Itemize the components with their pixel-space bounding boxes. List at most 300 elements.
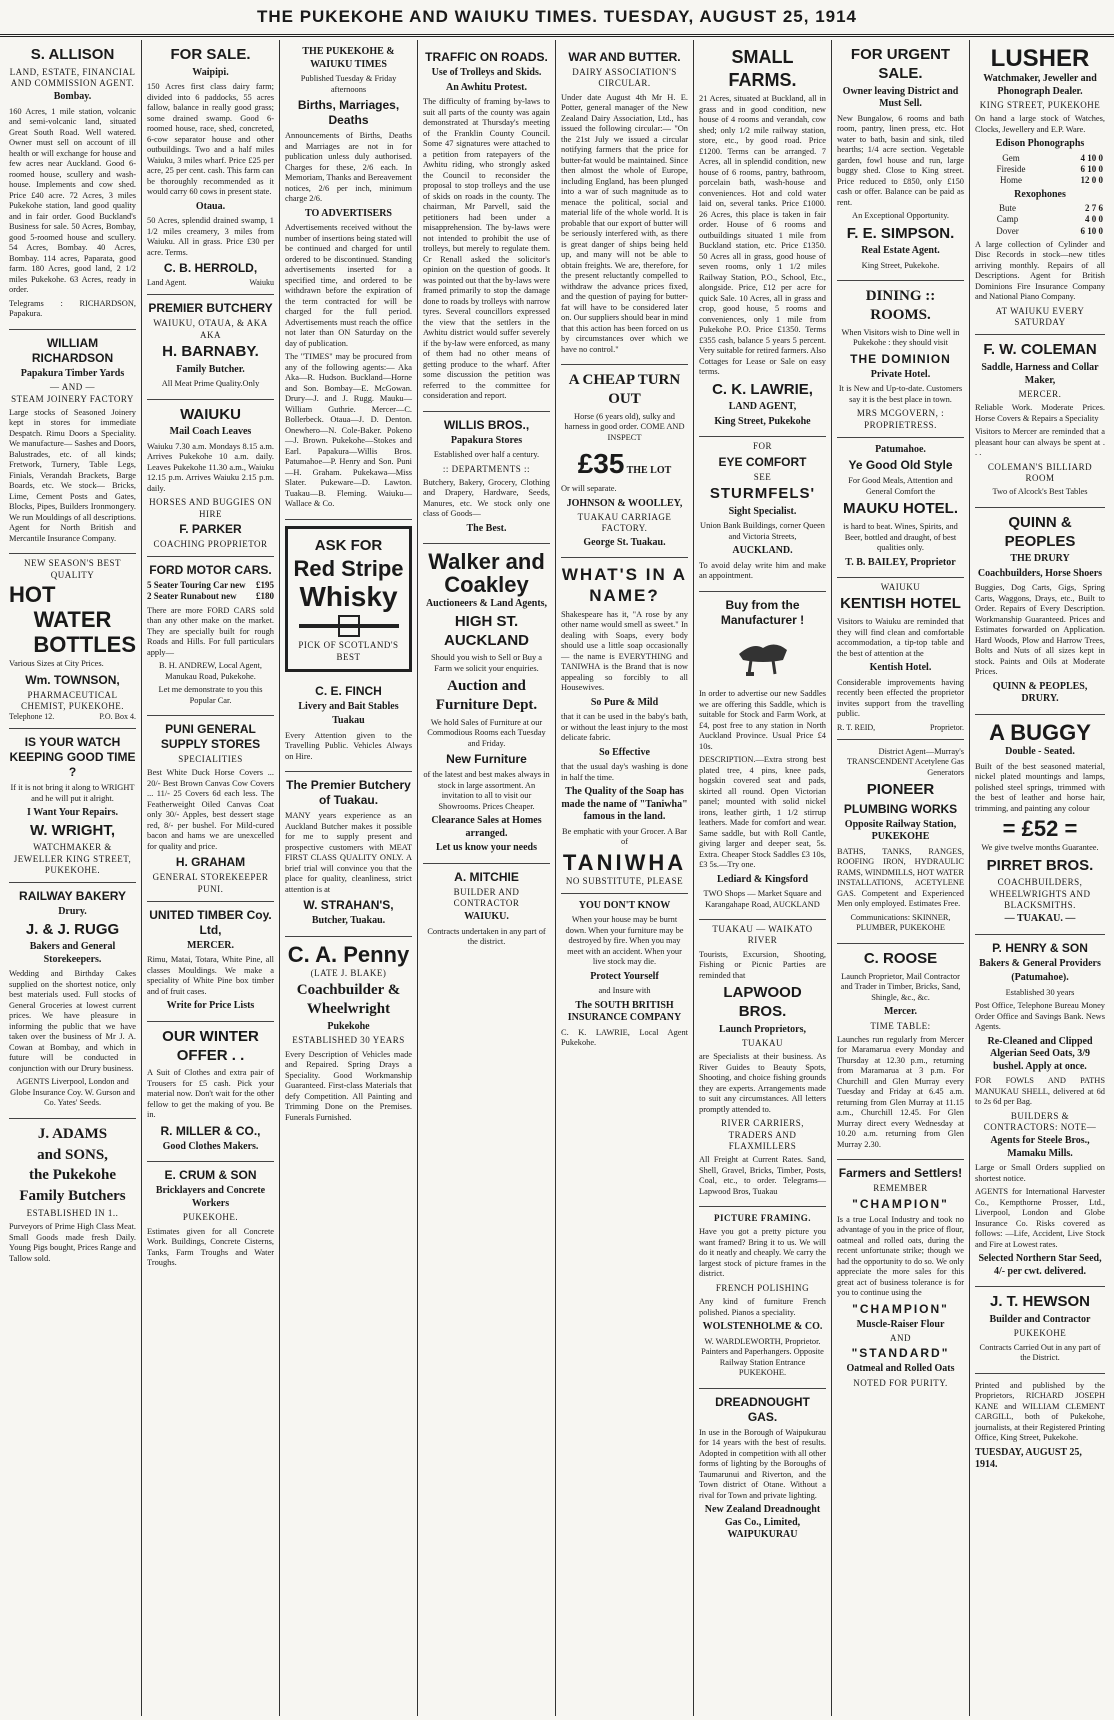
- sturmfels-body: To avoid delay write him and make an appointment.: [699, 560, 826, 580]
- hewson-ad: [975, 1287, 1105, 1374]
- simpson-location: King Street, Pukekohe.: [861, 260, 940, 270]
- insurance-ad: [561, 894, 688, 1058]
- stripe-sub: PICK OF SCOTLAND'S BEST: [298, 640, 399, 662]
- purity-label: NOTED FOR PURITY.: [853, 1377, 948, 1388]
- sale-location: Waipipi.: [192, 66, 229, 78]
- buy-heading: Buy from the Manufacturer !: [720, 597, 805, 627]
- buggy-heading: A BUGGY: [989, 719, 1091, 745]
- kentish-body-2: Considerable improvements having recently been effected the proprietor invites support from the travelling public.: [837, 677, 964, 718]
- dreadnought-body: In use in the Borough of Waipukurau for 14 years with the best of results. Adopted in competition with all other forms of lighting by the Boroughs of Taumarunui and Riverton, and the Town district of Otane. Without a rival for Town and private lighting.: [699, 1427, 826, 1500]
- pub-heading: THE PUKEKOHE & WAIUKU TIMES: [302, 46, 395, 70]
- dining-body: When Visitors wish to Dine well in Pukekohe : they should visit: [841, 327, 960, 348]
- traffic-article: [423, 40, 550, 412]
- herrold-sub: Land Agent.: [147, 278, 187, 288]
- allison-body: 160 Acres, 1 mile station, volcanic and semi-volcanic land, situated Great South Road. Well watered. Owner must sell on account of ill health or will exchange for house and few acres near Auckland. Good 6-roomed house, scullery and wash-house. Implements and cow shed. Price £40 acre. 72 Acres, 3 miles Pukekohe station, land good quality and in fair order. Good Buckland's Business for sale. 50 Acres, Bombay, good 5-roomed house and scullery. 54 Acres, Bombay. 40 Acres, Bombay. 114 acres, Paparata, good farm. 180 Acres, good land, 2 1/2 miles Pukekohe. 63 Acres, ready in order.: [9, 106, 136, 295]
- ford-body: There are more FORD CARS sold than any other make on the market. They are specially built for rough Roads and Hills. For full particulars apply—: [147, 605, 274, 657]
- pioneer-heading: PIONEER: [866, 781, 935, 798]
- model-name: Fireside: [996, 164, 1026, 175]
- urgent-sale-ad: [837, 40, 964, 281]
- crum-body: Estimates given for all Concrete Work. Buildings, Concrete Cisterns, Tanks, Farm Troughs and Water Troughs.: [147, 1226, 274, 1267]
- pub-sub: Published Tuesday & Friday afternoons: [300, 74, 397, 94]
- steele-body: Large or Small Orders supplied on shortest notice.: [975, 1163, 1105, 1183]
- walker-heading: Walker and Coakley: [428, 549, 545, 598]
- river-body: All Freight at Current Rates. Sand, Shell, Gravel, Bricks, Timber, Posts, Coal, etc., to order. Telegrams—Lapwood Bros, Tuakau: [699, 1155, 826, 1196]
- column-8: [970, 40, 1110, 1716]
- imprint: [975, 1374, 1105, 1472]
- tuakau-heading: TUAKAU — WAIKATO RIVER: [712, 924, 813, 946]
- eye-heading: EYE COMFORT: [718, 454, 807, 469]
- kentish-body: Visitors to Waiuku are reminded that they will find clean and comfortable accommodation, a tip-top table and the best of attention at the: [837, 617, 964, 658]
- clearance-sub: Let us know your needs: [436, 842, 537, 854]
- water-word: WATER: [33, 606, 112, 632]
- simpson-heading: F. E. SIMPSON.: [846, 224, 955, 242]
- billiard-sub: Two of Alcock's Best Tables: [992, 487, 1088, 497]
- lapwood-heading: LAPWOOD BROS.: [723, 984, 802, 1020]
- dominion-heading: THE DOMINION: [850, 351, 951, 366]
- small-farms-body: 21 Acres, situated at Buckland, all in grass and in good condition, new house of 4 rooms and verandah, cow shed; only 1/2 mile railway station, store, etc., by good road. Price £1200. Terms can be arranged. 7 Acres, all in splendid condition, new house of 6 rooms, pantry, bathroom, porcelain bath, wash-house and conveniences. Hot and cold water laid on, several tanks. Price £1000. 26 Acres, this place is taken in fair order. House of 6 rooms and outbuildings situated 1 mile from Buckland station, etc. Price £1350. 50 Acres all in grass, good house of seven rooms, only 1 1/2 miles Railway Station, P.O., School, Etc., alongside. Price, £12 per acre for quick Sale. 10 Acres, all in grass and crop, good house, 5 rooms and conveniences, only 1 mile from Pukekohe P.O. Price £1350. Terms £355 cash, balance 5 years 5 percent. Very suitable for retired farmers. Also Cottages for Lease or Sale on easy terms.: [699, 94, 826, 376]
- coleman-sub: Saddle, Harness and Collar Maker,: [981, 362, 1099, 386]
- standard-heading: "STANDARD": [851, 1346, 950, 1361]
- waiuku-heading: WAIUKU: [180, 405, 241, 423]
- quinn-heading: QUINN & PEOPLES: [1004, 513, 1076, 550]
- price-row: [975, 164, 1105, 175]
- henry-sub: Bakers & General Providers: [979, 957, 1101, 969]
- wright-ad: [9, 729, 136, 883]
- roose-ad: [837, 944, 964, 1161]
- lusher-location: KING STREET, PUKEKOHE: [979, 100, 1101, 111]
- masthead: [0, 0, 1114, 37]
- roose-body: Launches run regularly from Mercer for Maramarua every Monday and Thursday at 12.30 p.m., returning from Maramarua at 3 p.m. For Churchill and Glen Murray every Tuesday and Friday at 6.45 a.m. returning from Glen Murray at 11.15 a.m., Churchill 12.45. For Glen Murray direct every Wednesday at 10.20 a.m. returning from Glen Murray 2.30.: [837, 1034, 964, 1149]
- adams-and: and SONS,: [37, 1146, 108, 1163]
- lusher-saturday: AT WAIUKU EVERY SATURDAY: [995, 305, 1085, 328]
- know-body: When your house may be burnt down. When your furniture may be destroyed by fire. When you may meet with an accident. When your live stock may die.: [565, 915, 684, 967]
- sturmfels-location: AUCKLAND.: [732, 545, 793, 556]
- cheap-turnout-ad: [561, 365, 688, 558]
- adams-body: Purveyors of Prime High Class Meat. Small Goods made fresh Daily. Young Pigs bought, Prices Range and Tallow sold.: [9, 1222, 136, 1263]
- puni-ad: [147, 716, 274, 902]
- ford-agent: B. H. ANDREW, Local Agent, Manukau Road, Pukekohe.: [159, 661, 262, 681]
- plumbing-communications: Communications: SKINNER, PLUMBER, PUKEKOHE: [850, 912, 951, 933]
- mauku-ad: [837, 438, 964, 578]
- wolstenholme-heading: WOLSTENHOLME & CO.: [702, 1321, 823, 1333]
- saddle-ad: [699, 592, 826, 921]
- imprint-text: Printed and published by the Proprietors, RICHARD JOSEPH KANE and WILLIAM CLEMENT CARGILL, both of Pukekohe, journalists, at their Registered Printing Office, King Street, Pukekohe.: [975, 1380, 1105, 1443]
- auction-body: We hold Sales of Furniture at our Commodious Rooms each Tuesday and Friday.: [427, 717, 546, 748]
- mitchie-body: Contracts undertaken in any part of the district.: [427, 926, 546, 947]
- penny-late: (LATE J. BLAKE): [310, 968, 387, 979]
- hewson-sub: Builder and Contractor: [989, 1313, 1091, 1325]
- name-effective-body: that the usual day's washing is done in half the time.: [561, 762, 688, 782]
- willis-sub: Papakura Stores: [450, 434, 523, 446]
- plumbing-heading: PLUMBING WORKS: [843, 801, 958, 816]
- willis-established: Established over half a century.: [433, 450, 540, 459]
- premier-butchery-ad: [147, 295, 274, 399]
- protect-sub: and Insure with: [598, 986, 651, 996]
- watch-heading: IS YOUR WATCH KEEPING GOOD TIME ?: [9, 735, 136, 780]
- plumbing-ad: [837, 740, 964, 944]
- lusher-heading: LUSHER: [990, 45, 1090, 72]
- lawrie-sub: LAND AGENT,: [728, 401, 797, 413]
- champion-ad: [837, 1160, 964, 1395]
- column-4: [418, 40, 556, 1716]
- phono-table: [975, 153, 1105, 187]
- sale-heading: FOR SALE.: [170, 46, 251, 63]
- lusher-body-2: A large collection of Cylinder and Disc Records in stock—new titles arriving monthly. Repairs of all Descriptions. Agent for British Dominions Fire Insurance Company and National Piano Company.: [975, 239, 1105, 302]
- taniwha-heading: TANIWHA: [562, 849, 687, 875]
- bakery-heading: RAILWAY BAKERY: [19, 889, 126, 904]
- premier-tuakau-heading: The Premier Butchery of Tuakau.: [286, 778, 411, 808]
- patu-heading: Ye Good Old Style: [848, 458, 953, 473]
- rugg-ad: [9, 883, 136, 1119]
- traffic-heading: TRAFFIC ON ROADS.: [425, 50, 548, 64]
- rugg-heading: J. & J. RUGG: [25, 920, 120, 938]
- finch-heading: C. E. FINCH: [315, 683, 382, 698]
- roose-location: Mercer.: [883, 1006, 918, 1017]
- champion-body: Is a true Local Industry and took no advantage of you in the price of flour, oatmeal and rolled oats, during the recent unfortunate strike; though we had the opportunity to do so. We only appreciate the more sales for this great act of business tolerance is for you to continue using the: [837, 1214, 964, 1297]
- wolstenholme-sub: W. WARDLEWORTH, Proprietor. Painters and Paperhangers. Opposite Railway Station Entrance PUKEKOHE.: [701, 1336, 824, 1378]
- coach-body: Waiuku 7.30 a.m. Mondays 8.15 a.m. Arrives Pukekohe 10 a.m. daily. Leaves Pukekohe 11.30 a.m., Waiuku 12.15 p.m. Arrives Waiuku 2.15 p.m. daily.: [147, 441, 274, 493]
- puni-heading: PUNI GENERAL SUPPLY STORES: [160, 722, 261, 751]
- picture-heading: PICTURE FRAMING.: [714, 1213, 811, 1224]
- coleman-heading: F. W. COLEMAN: [983, 341, 1097, 359]
- billiard-heading: COLEMAN'S BILLIARD ROOM: [987, 461, 1093, 484]
- oatmeal-heading: Oatmeal and Rolled Oats: [846, 1363, 955, 1375]
- hewson-location: PUKEKOHE: [1013, 1328, 1067, 1339]
- farmers-remember: REMEMBER: [873, 1183, 928, 1194]
- column-6: [694, 40, 832, 1716]
- ford-5-price: £195: [256, 580, 274, 590]
- war-heading: WAR AND BUTTER.: [568, 50, 681, 64]
- willis-ad: [423, 412, 550, 545]
- townson-box: P.O. Box 4.: [99, 712, 136, 722]
- coleman-location: MERCER.: [1018, 389, 1062, 400]
- willis-best: The Best.: [466, 522, 507, 534]
- bmd-body: Announcements of Births, Deaths and Marriages are not in for publication unless duly authorised. Charges for these, 2/6 each. In Memoriam, Thanks and Bereavement notices, 2/6 per inch, minimum charge 2/6.: [285, 131, 412, 203]
- taniwha-sub: NO SUBSTITUTE, PLEASE: [565, 875, 684, 886]
- jw-sub: TUAKAU CARRIAGE FACTORY.: [577, 512, 672, 534]
- eye-for: FOR: [752, 441, 772, 452]
- dominion-body: It is New and Up-to-date. Customers say it is the best place in town.: [838, 384, 963, 404]
- willis-body: Butchery, Bakery, Grocery, Clothing and Drapery, Hardware, Seeds, Manures, etc. We stock only one class of Goods—: [423, 477, 550, 519]
- price-row: [975, 203, 1105, 214]
- miller-sub: Good Clothes Makers.: [162, 1140, 259, 1152]
- hewson-body: Contracts Carried Out in any part of the District.: [979, 1342, 1101, 1363]
- builders-note: BUILDERS & CONTRACTORS: NOTE—: [983, 1110, 1097, 1132]
- crum-sub: Bricklayers and Concrete Workers: [155, 1185, 266, 1209]
- allison-telegrams: Telegrams : RICHARDSON, Papakura.: [9, 298, 136, 319]
- premier-location: WAIUKU, OTAUA, & AKA AKA: [153, 318, 268, 340]
- strahan-ad: [285, 772, 412, 937]
- advertisers-heading: TO ADVERTISERS: [305, 207, 392, 219]
- sturmfels-heading: STURMFELS': [709, 484, 816, 502]
- buggy-ad: [975, 715, 1105, 935]
- crum-heading: E. CRUM & SON: [164, 1168, 257, 1183]
- richardson-ad: [9, 330, 136, 555]
- northern-star-seed: Selected Northern Star Seed, 4/- per cwt. delivered.: [978, 1253, 1102, 1277]
- finch-ad: [285, 678, 412, 773]
- lapwood-body: are Specialists at their business. As River Guides to Beauty Spots, Shooting, and choice fishing grounds they are experts. Arrangements made to suit any circumstances. All letters promptly attended to.: [699, 1052, 826, 1114]
- dreadnought-company: New Zealand Dreadnought Gas Co., Limited, WAIPUKURAU: [704, 1504, 821, 1541]
- war-body: Under date August 4th Mr H. E. Potter, general manager of the New Zealand Dairy Association, Ltd., has issued the following circular:— "On the 21st July we issued a circular notifying farmers that the price for butter-fat would be maintained. Since then almost the whole of Europe, including England, has been plunged into a war of such magnitude as to menace the political, social and material life of the whole world. It is probable that our export of butter will be seriously interfered with, as there is great danger of ships being held up, and many will not be able to obtain freights. We are, therefore, for the present reluctantly compelled to withdraw the advance prices fixed, and the question of paying for butter-fat will have to be considered later on. Our suppliers should bear in mind that this action has been forced on us by circumstances over which we have no control.": [561, 92, 688, 354]
- penny-established: ESTABLISHED 30 YEARS: [292, 1035, 405, 1046]
- buggy-body: Built of the best seasoned material, nickel plated mountings and lamps, polished steel springs, trimmed with the best of leather and horse hair, trimming, and painting any colour: [975, 761, 1105, 813]
- barnaby-meat: All Meat Prime Quality.Only: [161, 379, 260, 388]
- tuakau-body: Tourists, Excursion, Shooting, Fishing or Picnic Parties are reminded that: [699, 949, 826, 980]
- timber-heading: UNITED TIMBER Coy. Ltd,: [149, 907, 272, 937]
- algerian-oats: Re-Cleaned and Clipped Algerian Seed Oats, 3/9 bushel. Apply at once.: [987, 1035, 1093, 1072]
- saddle-icon: [733, 634, 793, 680]
- masthead-title: THE PUKEKOHE AND WAIUKU TIMES. TUESDAY, AUGUST 25, 1914: [256, 7, 858, 26]
- finch-body: Every Attention given to the Travelling Public. Vehicles Always on Hire.: [285, 730, 412, 761]
- jw-heading: JOHNSON & WOOLLEY,: [566, 497, 683, 509]
- barnaby-sub: Family Butcher.: [176, 363, 245, 375]
- walker-sub: Auctioneers & Land Agents,: [425, 598, 548, 610]
- kentish-heading: KENTISH HOTEL: [840, 595, 961, 613]
- parker-heading: F. PARKER: [179, 521, 242, 536]
- hot-water-ad: [9, 554, 136, 729]
- column-3: [280, 40, 418, 1716]
- henry-established: Established 30 years: [1005, 987, 1075, 997]
- river-heading: RIVER CARRIERS, TRADERS AND FLAXMILLERS: [720, 1118, 804, 1151]
- price-row: [975, 175, 1105, 186]
- dominion-proprietress: MRS MCGOVERN, : PROPRIETRESS.: [856, 408, 945, 430]
- quinn-ad: [975, 508, 1105, 715]
- bakery-location: Drury.: [58, 906, 87, 918]
- penny-body: Every Description of Vehicles made and Repaired. Spring Drays a Speciality. Good Workmanship Guaranteed. First-class Materials that defy Competition. All Painting and Trimming Done on the Premises. Funerals Furnished.: [285, 1049, 412, 1122]
- pirret-heading: PIRRET BROS.: [986, 856, 1094, 874]
- miller-heading: R. MILLER & CO.,: [160, 1123, 261, 1138]
- simpson-sub: Real Estate Agent.: [861, 245, 940, 257]
- parker-sub: COACHING PROPRIETOR: [153, 538, 268, 549]
- richardson-sub2: STEAM JOINERY FACTORY: [11, 393, 134, 404]
- henry-heading: P. HENRY & SON: [992, 940, 1088, 955]
- rugg-body: Wedding and Birthday Cakes supplied on the shortest notice, only best materials used. Full stocks of General Groceries at lowest current prices. We have pleasure in informing the public that we have taken over the business of Mr J. A. Cowan at Bombay, and which in future will be conducted in conjunction with our Drury business.: [9, 969, 136, 1073]
- model-name: Camp: [996, 214, 1019, 225]
- ford-ad: [147, 557, 274, 716]
- south-british-agent: C. K. LAWRIE, Local Agent Pukekohe.: [561, 1027, 688, 1048]
- graham-sub: GENERAL STOREKEEPER PUNI.: [152, 872, 269, 894]
- puni-body: Best White Duck Horse Covers ... 20/- Best Brown Canvas Cow Covers ... 11/- 25 Covers 6d each less. The Featherweight Oiled Canvas Coat only 30/- Apples, best dessert stage red, 8/- per bushel. For Mild-cured bacon and hams we are unexcelled for quality and price.: [147, 768, 274, 851]
- lapwood-location: TUAKAU: [742, 1038, 783, 1049]
- price-row: [975, 153, 1105, 164]
- model-price: 4 0 0: [1085, 214, 1103, 225]
- cheap-separate: Or will separate.: [561, 484, 617, 493]
- mauku-body: is hard to beat. Wines, Spirits, and Beer, bottled and draught, of best qualities only.: [843, 522, 958, 552]
- sizes-text: Various Sizes at City Prices.: [9, 659, 104, 669]
- jw-location: George St. Tuakau.: [583, 536, 666, 548]
- rugg-sub: Bakers and General Storekeepers.: [29, 941, 116, 965]
- plumbing-body: BATHS, TANKS, RANGES, ROOFING IRON, HYDRAULIC RAMS, WINDMILLS, HOT WATER INSTALLATIONS, ACETYLENE GAS. Competent and Experienced Men only employed. Estimates Free.: [837, 846, 964, 909]
- strahan-sub: Butcher, Tuakau.: [311, 915, 386, 927]
- columns: [4, 40, 1110, 1716]
- red-stripe-ad: [285, 526, 412, 672]
- willis-departments: :: DEPARTMENTS ::: [442, 463, 531, 474]
- premier-tuakau-body: MANY years experience as an Auckland Butcher makes it possible for me to supply present and prospective customers with MEAT FIRST CLASS QUALITY ONLY. A brief trial will convince you that the place for quality, cleanliness, strict attention is at: [285, 811, 412, 894]
- coleman-visitors: Visitors to Mercer are reminded that a pleasant hour can always be spent at . . .: [975, 427, 1105, 458]
- penny-sub: Coachbuilder & Wheelwright: [296, 982, 401, 1018]
- sturmfels-sub: Sight Specialist.: [728, 505, 797, 517]
- mitchie-heading: A. MITCHIE: [454, 869, 519, 884]
- townson-telephone: Telephone 12.: [9, 712, 55, 722]
- adams-sub2: Family Butchers: [19, 1188, 126, 1205]
- timber-body: Rimu, Matai, Totara, White Pine, all classes Mouldings. We make a speciality of White Pine box timber and of fruit cases.: [147, 955, 274, 996]
- urgent-sub: Owner leaving District and Must Sell.: [842, 85, 959, 109]
- dominion-sub: Private Hotel.: [870, 368, 931, 380]
- roose-heading: C. ROOSE: [863, 949, 938, 967]
- sale-body-2: 50 Acres, splendid drained swamp, 1 1/2 miles creamery, 3 miles from Waiuku. All in grass. Price £30 per acre. Terms.: [147, 216, 274, 257]
- model-price: 6 10 0: [1080, 164, 1103, 175]
- name-effective: So Effective: [599, 746, 650, 758]
- winter-heading: OUR WINTER OFFER . .: [162, 1027, 259, 1064]
- edison-heading: Edison Phonographs: [995, 138, 1085, 150]
- adams-established: ESTABLISHED IN 1..: [26, 1207, 119, 1218]
- richardson-and: — AND —: [49, 382, 95, 393]
- coleman-ad: [975, 335, 1105, 508]
- traffic-body: The difficulty of framing by-laws to suit all parts of the county was again demonstrated at Thursday's meeting of the Franklin County Council. Some 47 signatures were attached to a petition from ratepayers of the Awhitu riding, who strongly asked the Council to reconsider the proposal to stop trolleys and the use of skids on roads in the county. The chairman, Mr Parvell, said the petitioners had been under a misapprehension. The by-laws were not intended to prohibit the use of trolleys, but merely to regulate them. Cr Renall asked the solicitor's opinion on the question of goods. It was pointed out that the by-laws were framed primarily to stop the damage done to roads by trolleys with narrow tyres. Several councillors expressed the view that the settlers in the Awhitu district would suffer severely if the by-law were enforced, as many of them had no other means of getting produce to the wharf. After some discussion the petition was referred to the committee for consideration and report.: [423, 97, 550, 400]
- timber-prices: Write for Price Lists: [166, 1000, 255, 1012]
- patumahoe-label: Patumahoe.: [875, 443, 926, 455]
- dreadnought-ad: [699, 1389, 826, 1550]
- muscle-heading: Muscle-Raiser Flour: [856, 1318, 945, 1330]
- mitchie-location: WAIUKU.: [464, 911, 509, 923]
- walker-body: Should you wish to Sell or Buy a Farm we solicit your enquiries.: [431, 653, 542, 673]
- column-5: [556, 40, 694, 1716]
- pirret-sub: COACHBUILDERS, WHEELWRIGHTS AND BLACKSMITHS.: [989, 877, 1091, 910]
- richardson-sub: Papakura Timber Yards: [20, 367, 125, 379]
- lusher-sub: Watchmaker, Jeweller and Phonograph Dealer.: [983, 73, 1097, 97]
- model-price: 12 0 0: [1080, 175, 1103, 186]
- buy-body: In order to advertise our new Saddles we are offering this Saddle, which is suitable for Stock and Farm Work, at £4, post free to any station in North Auckland Province. Usual Price £4 10s.: [699, 689, 826, 751]
- reid-sub: Proprietor.: [930, 722, 964, 732]
- walker-location: HIGH ST. AUCKLAND: [444, 612, 529, 649]
- graham-heading: H. GRAHAM: [175, 855, 246, 870]
- bmd-heading: Births, Marriages, Deaths: [297, 98, 400, 127]
- timber-ad: [147, 902, 274, 1022]
- patu-body: For Good Meals, Attention and General Comfort the: [848, 476, 953, 496]
- henry-ad: [975, 935, 1105, 1288]
- model-name: Bute: [999, 203, 1016, 214]
- henry-agents: AGENTS for International Harvester Co., Kempthorne Prosser, Ltd., Liverpool, London and Globe Insurance Co. Risks covered as follows: —Life, Accident, Live Stock and Fire at Lowest rates.: [975, 1187, 1105, 1249]
- know-heading: YOU DON'T KNOW: [578, 899, 671, 911]
- richardson-body: Large stocks of Seasoned Joinery kept in stores for immediate Despatch. Rimu Doors a Speciality. We manufacture— Sashes and Doors, Balustrades, etc. of all kinds; Fretwork, Turnery, Table Legs, Finials, Verandah Brackets, Barge Boards, etc. We stock— Bricks, Lime, Cement Posts and Gates, Blocks, Pipes, Builders Ironmongery. We run Mouldings of all descriptions. Agent for North British and Mercantile Insurance Company.: [9, 407, 137, 543]
- willis-heading: WILLIS BROS.,: [443, 417, 530, 432]
- finch-location: Tuakau: [332, 715, 365, 727]
- buy-description: DESCRIPTION.—Extra strong best plated tree, 4 pins, knee pads, hogskin covered seat and pads, skirted all round. Open Victorian panel; mounted with solid nickel irons, leather girth, 1 1/2 stirrup leathers. Made for comfort and wear. Same saddle, but with Roll Cantle, giving larger and deeper seat, 5s. Extra. Cheaper Stock Saddles £3 10s, £3 5s.—Try one.: [699, 755, 826, 870]
- bailey-heading: T. B. BAILEY, Proprietor: [845, 556, 956, 568]
- stripe-heading: Red Stripe: [293, 556, 404, 582]
- war-butter-article: [561, 40, 688, 365]
- allison-heading: S. ALLISON: [30, 46, 115, 63]
- buggy-price: = £52 =: [1002, 816, 1078, 842]
- adams-sub: the Pukekohe: [28, 1167, 117, 1184]
- imprint-date: TUESDAY, AUGUST 25, 1914.: [975, 1446, 1082, 1471]
- richardson-heading: WILLIAM RICHARDSON: [31, 335, 114, 365]
- advertisers-body: Advertisements received without the number of insertions being stated will be continued and charged for until ordered to be discontinued. Standing advertisements inserted for a specified time, and ordered to be withdrawn before the expiration of the term contracted for will be charged for the full period. Advertisements must reach the office not later than ON Saturday on the day of publication.: [285, 223, 412, 348]
- column-2: [142, 40, 280, 1716]
- buggy-sub: Double - Seated.: [1005, 746, 1075, 758]
- french-heading: FRENCH POLISHING: [715, 1282, 810, 1293]
- model-price: 6 10 0: [1080, 225, 1103, 236]
- traffic-protest: An Awhitu Protest.: [445, 81, 528, 93]
- crest-icon: [294, 614, 404, 638]
- champion-heading-2: "CHAMPION": [852, 1301, 949, 1316]
- henry-body: Post Office, Telephone Bureau Money Order Office and Savings Bank. News Agents.: [975, 1001, 1105, 1032]
- reid-heading: R. T. REID,: [837, 722, 876, 732]
- cheap-price: £35: [577, 448, 625, 479]
- roose-timetable: TIME TABLE:: [870, 1020, 931, 1031]
- ford-heading: FORD MOTOR CARS.: [149, 563, 272, 577]
- watch-want: I Want Your Repairs.: [27, 807, 118, 819]
- model-name: Dover: [996, 225, 1019, 236]
- stripe-whisky: Whisky: [299, 581, 398, 613]
- timber-location: MERCER.: [187, 939, 234, 951]
- model-price: 2 7 6: [1085, 203, 1103, 214]
- allison-location: Bombay.: [53, 91, 92, 103]
- hewson-heading: J. T. HEWSON: [989, 1293, 1090, 1311]
- premier-heading: PREMIER BUTCHERY: [148, 301, 273, 316]
- name-body: Shakespeare has it, "A rose by any other name would smell as sweet." In dealing with Soaps, every body should use a little soap occasionally — the name is EVERYTHING and TANIWHA is the Brand that is now appealing so forcibly to all Housewives.: [561, 609, 688, 692]
- quinn-heading-2: QUINN & PEOPLES, DRURY.: [992, 680, 1088, 705]
- for-sale-ad: [147, 40, 274, 295]
- column-1: [4, 40, 142, 1716]
- rexo-table: [975, 203, 1105, 237]
- rugg-agents: AGENTS Liverpool, London and Globe Insurance Coy. W. Gurson and Co. Yates' Seeds.: [10, 1077, 135, 1108]
- wright-heading: W. WRIGHT,: [30, 821, 115, 839]
- steele-agents: Agents for Steele Bros., Mamaku Mills.: [990, 1135, 1090, 1159]
- name-grocer: Be emphatic with your Grocer. A Bar of: [562, 826, 687, 846]
- rexophones-heading: Rexophones: [1014, 188, 1066, 200]
- urgent-heading: FOR URGENT SALE.: [850, 46, 951, 82]
- adams-heading: J. ADAMS: [37, 1125, 108, 1142]
- clearance-heading: Clearance Sales at Homes arranged.: [431, 815, 542, 839]
- ford-demo: Let me demonstrate to you this Popular Car.: [158, 685, 263, 705]
- traffic-sub: Use of Trolleys and Skids.: [431, 67, 542, 78]
- roose-sub: Launch Proprietor, Mail Contractor and Trader in Timber, Bricks, Sand, Shingle, &c., &c.: [840, 971, 961, 1002]
- sturmfels-address: Union Bank Buildings, corner Queen and Victoria Streets,: [700, 521, 825, 541]
- ford-5-seater: 5 Seater Touring Car new: [147, 580, 246, 590]
- mitchie-sub: BUILDER AND CONTRACTOR: [453, 886, 520, 909]
- plumbing-sub: Opposite Railway Station, PUKEKOHE: [844, 818, 957, 843]
- lawrie-heading: C. K. LAWRIE,: [712, 380, 813, 398]
- townson-heading: Wm. TOWNSON,: [25, 672, 120, 687]
- crum-location: PUKEKOHE.: [182, 1212, 239, 1223]
- coach-ad: [147, 400, 274, 558]
- season-heading: NEW SEASON'S BEST QUALITY: [24, 558, 121, 580]
- name-heading: WHAT'S IN A NAME?: [561, 565, 688, 606]
- coleman-body: Reliable Work. Moderate Prices. Horse Covers & Repairs a Speciality: [975, 403, 1105, 423]
- winter-offer-ad: [147, 1022, 274, 1163]
- picture-framing-ad: [699, 1207, 826, 1389]
- strahan-heading: W. STRAHAN'S,: [303, 898, 394, 913]
- mitchie-ad: [423, 864, 550, 957]
- coach-heading: Mail Coach Leaves: [169, 426, 252, 438]
- protect-heading: Protect Yourself: [590, 970, 659, 982]
- herrold-heading: C. B. HERROLD,: [163, 261, 258, 276]
- eye-see: SEE: [753, 471, 772, 482]
- quinn-sub: THE DRURY: [1010, 553, 1070, 565]
- townson-sub: PHARMACEUTICAL CHEMIST, PUKEKOHE.: [20, 689, 125, 711]
- penny-heading: C. A. Penny: [287, 941, 410, 967]
- fowls-shell: FOR FOWLS AND PATHS MANUKAU SHELL, delivered at 6d to 2s 6d per Bag.: [975, 1076, 1105, 1107]
- lawrie-location: King Street, Pukekohe: [714, 415, 811, 427]
- small-farms-ad: [699, 40, 826, 437]
- small-farms-heading: SMALL FARMS.: [728, 47, 797, 90]
- taniwha-ad: [561, 558, 688, 894]
- kentish-heading-2: Kentish Hotel.: [869, 662, 932, 673]
- henry-location: (Patumahoe).: [1011, 972, 1069, 984]
- ford-2-seater: 2 Seater Runabout new: [147, 591, 237, 602]
- watch-body: If it is not bring it along to WRIGHT and he will put it alright.: [10, 783, 135, 803]
